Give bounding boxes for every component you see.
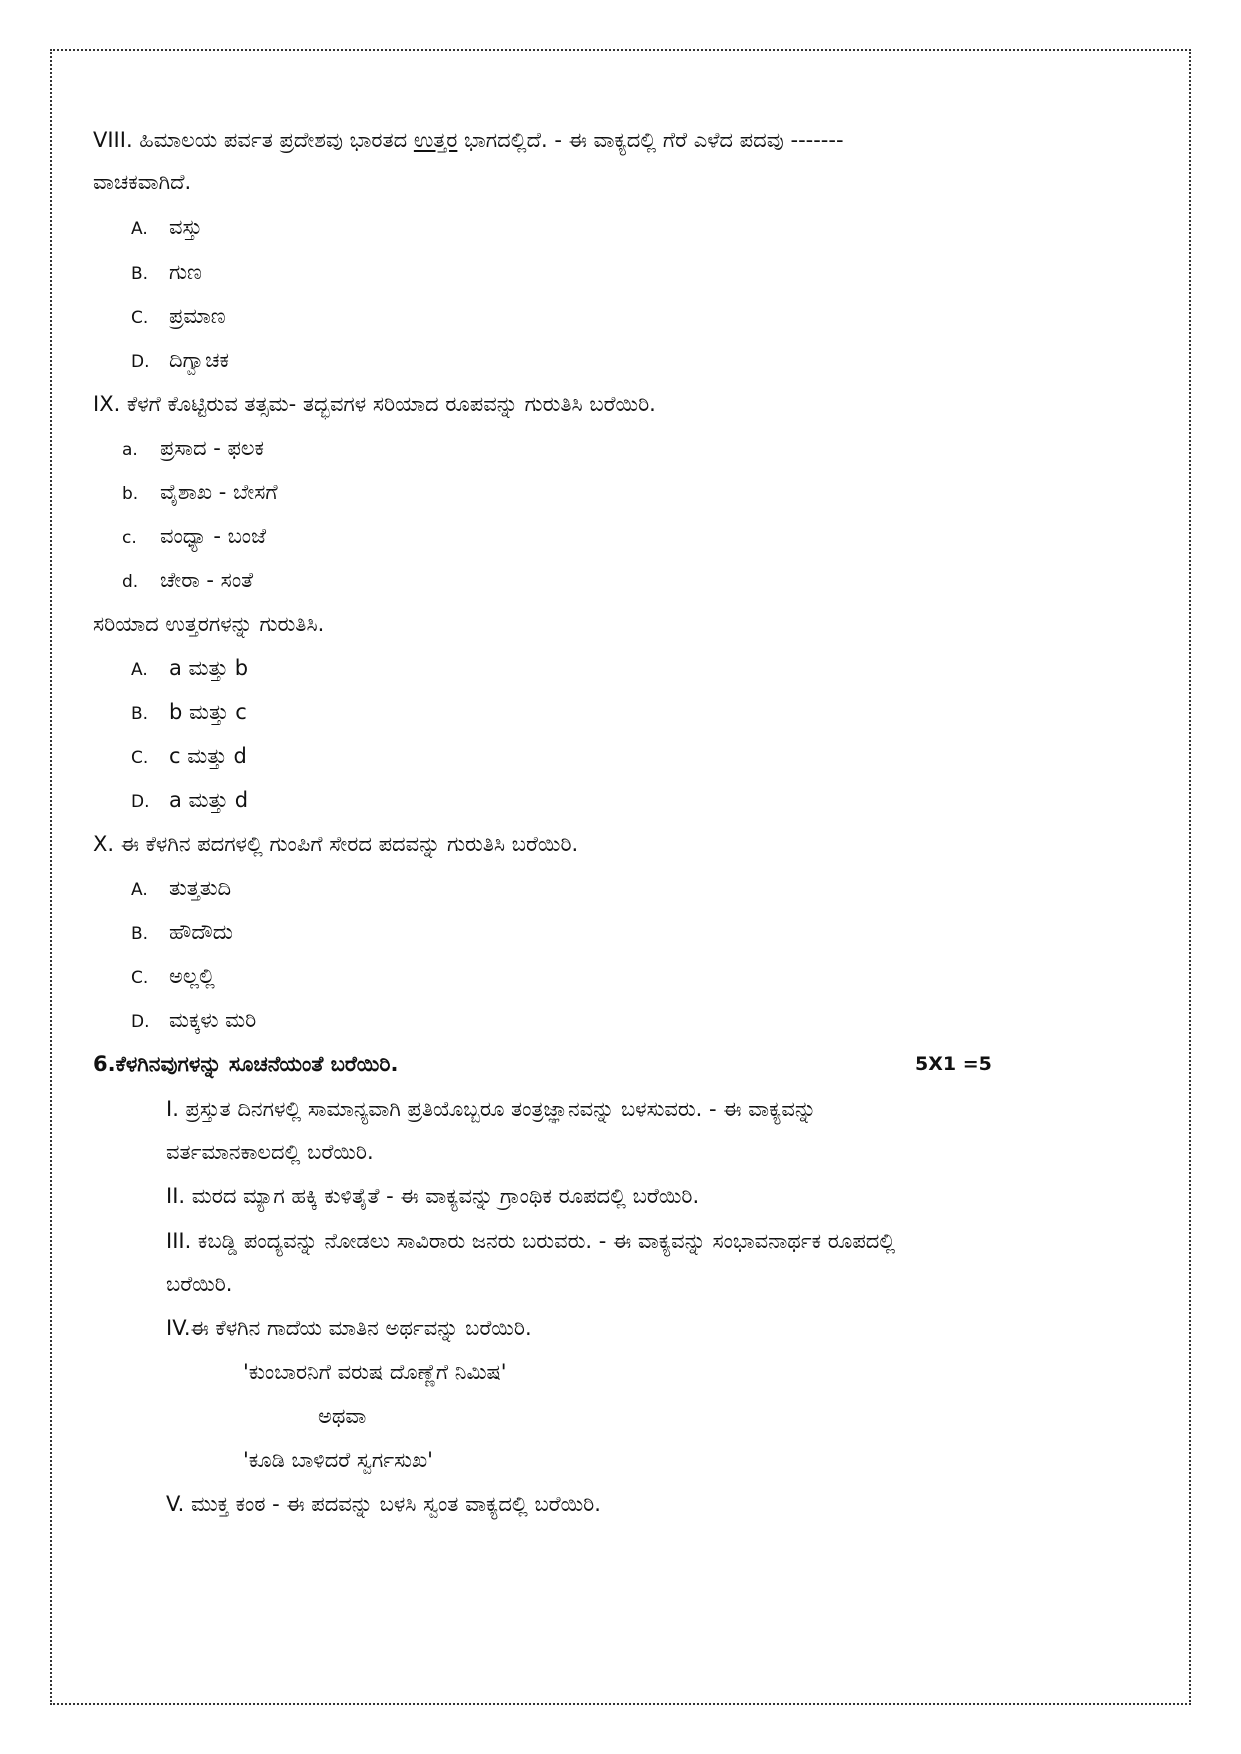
q8-suffix: ಭಾಗದಲ್ಲಿದೆ. - ಈ ವಾಕ್ಯದಲ್ಲಿ ಗೆರೆ ಎಳೆದ ಪದವು ------- bbox=[457, 128, 844, 152]
question-8-line2: ವಾಚಕವಾಗಿದೆ. bbox=[93, 170, 192, 194]
q9-option-c: C. c ಮತ್ತು d bbox=[131, 744, 247, 768]
q9-instruction: ಸರಿಯಾದ ಉತ್ತರಗಳನ್ನು ಗುರುತಿಸಿ. bbox=[93, 612, 325, 636]
q10-option-c: C. ಅಲ್ಲಲ್ಲಿ bbox=[131, 964, 215, 988]
q9-pair-a: a. ಪ್ರಸಾದ - ಫಲಕ bbox=[122, 436, 264, 460]
q9-option-d: D. a ಮತ್ತು d bbox=[131, 788, 249, 812]
s6-item-ii: II. ಮರದ ಮ್ಯಾಗ ಹಕ್ಕಿ ಕುಳಿತೈತೆ - ಈ ವಾಕ್ಯವನ್ನು ಗ್ರಾಂಥಿಕ ರೂಪದಲ್ಲಿ ಬರೆಯಿರಿ. bbox=[166, 1184, 700, 1208]
q10-option-d: D. ಮಕ್ಕಳು ಮರಿ bbox=[131, 1008, 257, 1032]
question-8-line1 bbox=[93, 125, 844, 155]
q9-option-b: B. b ಮತ್ತು c bbox=[131, 700, 247, 724]
section-6-heading: 6.ಕೆಳಗಿನವುಗಳನ್ನು ಸೂಚನೆಯಂತೆ ಬರೆಯಿರಿ. bbox=[93, 1052, 399, 1076]
q8-option-a: A. ವಸ್ತು bbox=[131, 215, 203, 239]
q9-pair-d: d. ಚೇರಾ - ಸಂತೆ bbox=[122, 568, 254, 592]
q8-option-b: B. ಗುಣ bbox=[131, 260, 202, 284]
q9-pair-c: c. ವಂಧ್ಯಾ - ಬಂಜೆ bbox=[122, 524, 267, 548]
s6-proverb-1: 'ಕುಂಬಾರನಿಗೆ ವರುಷ ದೊಣ್ಣೆಗೆ ನಿಮಿಷ' bbox=[243, 1360, 507, 1384]
s6-item-i-line1: I. ಪ್ರಸ್ತುತ ದಿನಗಳಲ್ಲಿ ಸಾಮಾನ್ಯವಾಗಿ ಪ್ರತಿಯೊಬ್ಬರೂ ತಂತ್ರಜ್ಞಾನವನ್ನು ಬಳಸುವರು. - ಈ ವಾಕ್ಯವನ್ನು bbox=[166, 1097, 817, 1121]
s6-item-i-line2: ವರ್ತಮಾನಕಾಲದಲ್ಲಿ ಬರೆಯಿರಿ. bbox=[166, 1140, 374, 1164]
section-6-marks: 5X1 =5 bbox=[915, 1053, 992, 1075]
question-9: IX. ಕೆಳಗೆ ಕೊಟ್ಟಿರುವ ತತ್ಸಮ- ತದ್ಭವಗಳ ಸರಿಯಾದ ರೂಪವನ್ನು ಗುರುತಿಸಿ ಬರೆಯಿರಿ. bbox=[93, 392, 656, 416]
s6-item-iii-line2: ಬರೆಯಿರಿ. bbox=[166, 1272, 233, 1296]
q8-underlined-word: ಉತ್ತರ bbox=[413, 128, 458, 152]
q9-option-a: A. a ಮತ್ತು b bbox=[131, 656, 249, 680]
s6-proverb-2: 'ಕೂಡಿ ಬಾಳಿದರೆ ಸ್ವರ್ಗಸುಖ' bbox=[243, 1448, 433, 1472]
q10-option-a: A. ತುತ್ತತುದಿ bbox=[131, 876, 232, 900]
s6-item-v: V. ಮುಕ್ತ ಕಂಠ - ಈ ಪದವನ್ನು ಬಳಸಿ ಸ್ವಂತ ವಾಕ್ಯದಲ್ಲಿ ಬರೆಯಿರಿ. bbox=[166, 1492, 601, 1516]
s6-or: ಅಥವಾ bbox=[318, 1404, 367, 1428]
s6-item-iii-line1: III. ಕಬಡ್ಡಿ ಪಂದ್ಯವನ್ನು ನೋಡಲು ಸಾವಿರಾರು ಜನರು ಬರುವರು. - ಈ ವಾಕ್ಯವನ್ನು ಸಂಭಾವನಾರ್ಥಕ ರೂಪದಲ್ಲಿ bbox=[166, 1229, 896, 1253]
q10-option-b: B. ಹೌದೌದು bbox=[131, 920, 233, 944]
s6-item-iv: IV.ಈ ಕೆಳಗಿನ ಗಾದೆಯ ಮಾತಿನ ಅರ್ಥವನ್ನು ಬರೆಯಿರಿ. bbox=[166, 1316, 532, 1340]
question-10: X. ಈ ಕೆಳಗಿನ ಪದಗಳಲ್ಲಿ ಗುಂಪಿಗೆ ಸೇರದ ಪದವನ್ನು ಗುರುತಿಸಿ ಬರೆಯಿರಿ. bbox=[93, 832, 579, 856]
q8-prefix: VIII. ಹಿಮಾಲಯ ಪರ್ವತ ಪ್ರದೇಶವು ಭಾರತದ bbox=[93, 128, 414, 152]
q8-option-d: D. ದಿಗ್ವಾಚಕ bbox=[131, 348, 229, 372]
q8-option-c: C. ಪ್ರಮಾಣ bbox=[131, 304, 226, 328]
q9-pair-b: b. ವೈಶಾಖ - ಬೇಸಗೆ bbox=[122, 480, 278, 504]
